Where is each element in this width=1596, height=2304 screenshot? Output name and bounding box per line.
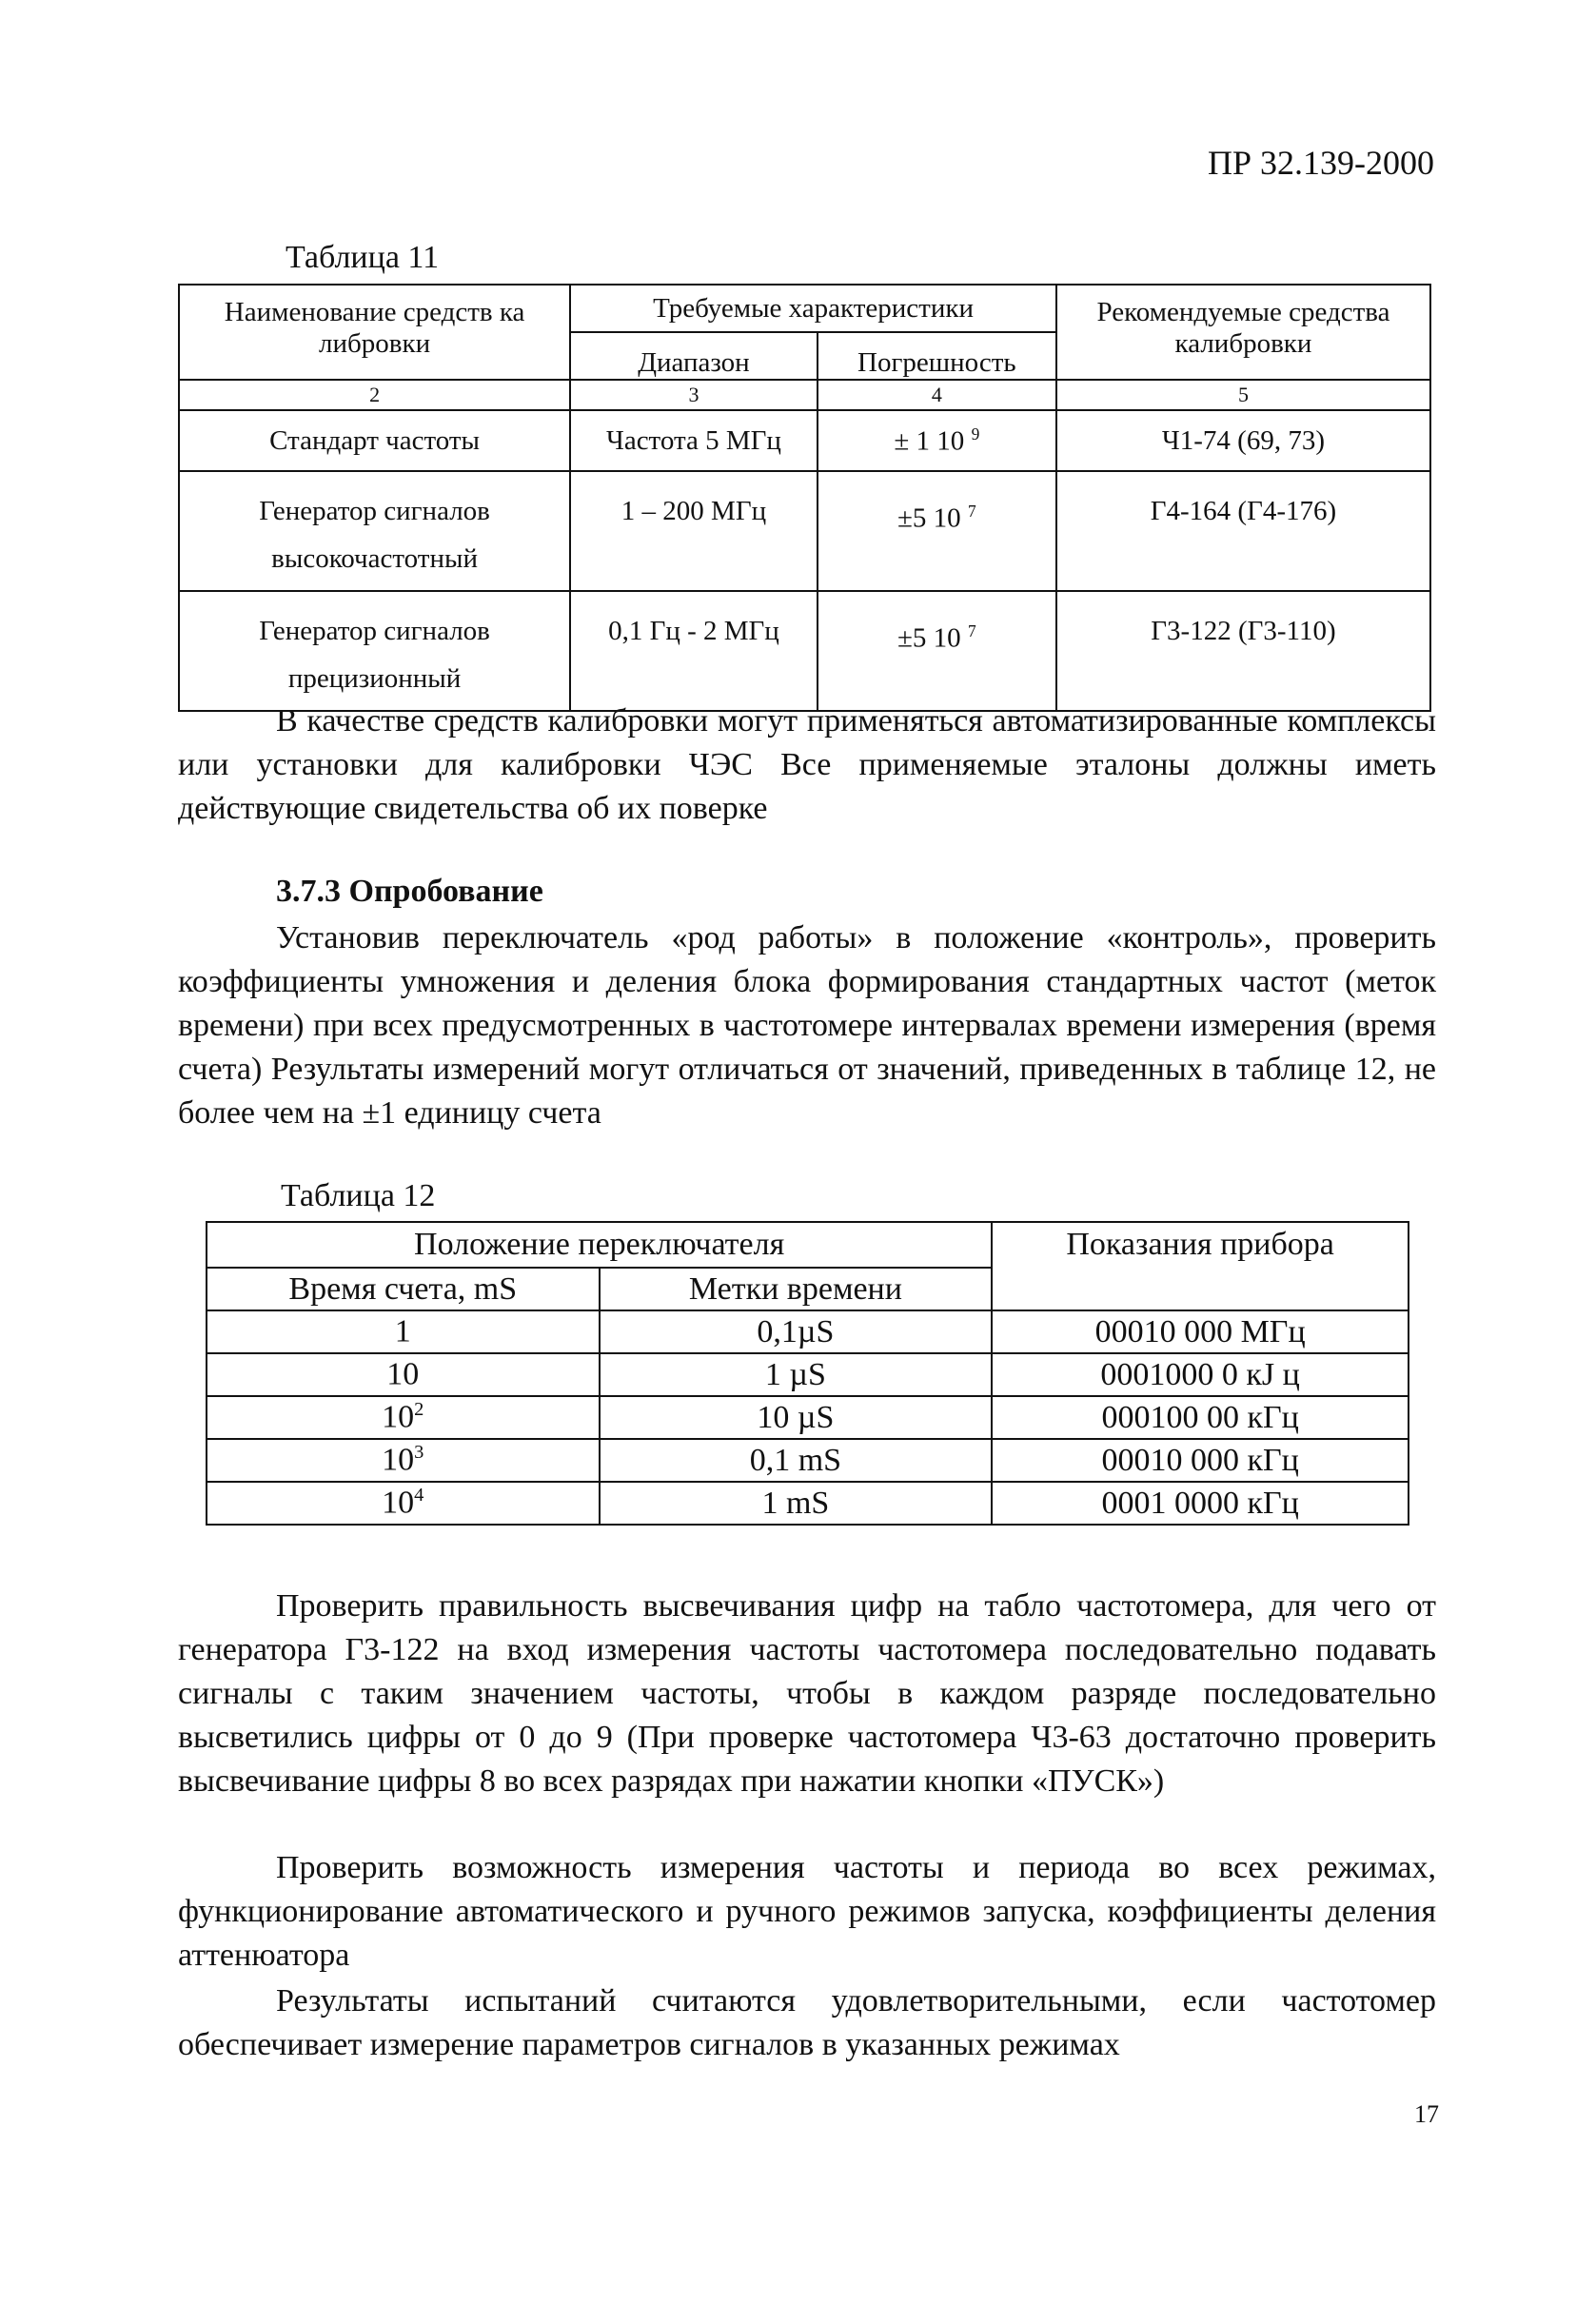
count-exponent: 2 [414,1399,424,1421]
page-number: 17 [1414,2100,1439,2128]
count-base: 10 [382,1399,415,1435]
row-recommended: Г4-164 (Г4-176) [1056,471,1430,591]
row-name: Генератор сигналов прецизионный [179,591,570,711]
paragraph-text: Проверить правильность высвечивания цифр на табло частотомера, для чего от генератора Г3-122 на вход измерения частоты частотомера последовательно подавать сигналы с таким значением частоты, чтобы в каждом разряде последовательно высветились цифры от 0 до 9 (При проверке частотомера Ч3-63 достаточно проверить высвечивание цифры 8 во всех разрядах при нажатии кнопки «ПУСК») [178,1588,1436,1799]
document-code: ПР 32.139-2000 [1207,144,1434,182]
row-error [818,591,1056,711]
row-name: Стандарт частоты [179,410,570,471]
mark-cell: 0,1µS [600,1310,993,1353]
table-12 [206,1221,1409,1526]
mark-cell: 1 µS [600,1353,993,1396]
error-exponent: 7 [967,621,976,640]
error-base: ±5 10 [897,622,961,654]
row-range: 0,1 Гц - 2 МГц [570,591,818,711]
index-cell: 3 [570,380,818,410]
header-count: Время счета, mS [207,1268,600,1310]
row-recommended: Г3-122 (Г3-110) [1056,591,1430,711]
row-name: Генератор сигналов высокочастотный [179,471,570,591]
count-base: 10 [382,1442,415,1478]
count-cell [207,1396,600,1439]
reading-cell: 0001000 0 кЈ ц [992,1353,1409,1396]
count-base: 10 [386,1356,420,1392]
reading-cell: 00010 000 МГц [992,1310,1409,1353]
count-exponent: 4 [414,1485,424,1506]
table-11 [178,284,1431,712]
mark-cell: 1 mS [600,1482,993,1525]
header-reading: Показания прибора [992,1222,1409,1310]
reading-cell: 0001 0000 кГц [992,1482,1409,1525]
error-base: ± 1 10 [894,425,965,457]
header-name: Наименование средств ка либровки [179,285,570,380]
paragraph-modes-check [178,1846,1436,1978]
paragraph-calibration [178,699,1436,831]
count-base: 10 [382,1485,415,1521]
paragraph-text: В качестве средств калибровки могут применяться автоматизированные комплексы или установки для калибровки ЧЭС Все применяемые эталоны должны иметь действующие свидетельства об их поверке [178,703,1436,826]
header-switch: Положение переключателя [207,1222,992,1268]
paragraph-text: Результаты испытаний считаются удовлетворительными, если частотомер обеспечивает измерение параметров сигналов в указанных режимах [178,1983,1436,2062]
row-error [818,410,1056,471]
reading-cell: 00010 000 кГц [992,1439,1409,1482]
mark-cell: 0,1 mS [600,1439,993,1482]
count-cell [207,1482,600,1525]
paragraph-results [178,1979,1436,2067]
error-exponent: 9 [971,423,980,443]
index-cell: 5 [1056,380,1430,410]
header-requirements: Требуемые характеристики [570,285,1056,332]
reading-cell: 000100 00 кГц [992,1396,1409,1439]
paragraph-text: Установив переключатель «род работы» в положение «контроль», проверить коэффициенты умножения и деления блока формирования стандартных частот (меток времени) при всех предусмотренных в частотомере интервалах времени измерения (время счета) Результаты измерений могут отличаться от значений, приведенных в таблице 12, не более чем на ±1 единицу счета [178,920,1436,1131]
paragraph-text: Проверить возможность измерения частоты и периода во всех режимах, функционирование автоматического и ручного режимов запуска, коэффициенты деления аттенюатора [178,1850,1436,1973]
table-12-caption: Таблица 12 [281,1178,436,1213]
count-base: 1 [394,1313,411,1349]
count-exponent: 3 [414,1442,424,1464]
count-cell [207,1353,600,1396]
row-error [818,471,1056,591]
header-error: Погрешность [818,332,1056,380]
paragraph-test [178,916,1436,1135]
header-range: Диапазон [570,332,818,380]
section-heading: 3.7.3 Опробование [276,874,543,909]
paragraph-display-check [178,1585,1436,1803]
count-cell [207,1439,600,1482]
error-base: ±5 10 [897,502,961,534]
index-cell: 2 [179,380,570,410]
table-11-caption: Таблица 11 [286,240,440,275]
row-recommended: Ч1-74 (69, 73) [1056,410,1430,471]
index-cell: 4 [818,380,1056,410]
error-exponent: 7 [967,502,976,521]
count-cell [207,1310,600,1353]
row-range: 1 – 200 МГц [570,471,818,591]
mark-cell: 10 µS [600,1396,993,1439]
header-recommended: Рекомендуемые средства калибровки [1056,285,1430,380]
header-marks: Метки времени [600,1268,993,1310]
row-range: Частота 5 МГц [570,410,818,471]
